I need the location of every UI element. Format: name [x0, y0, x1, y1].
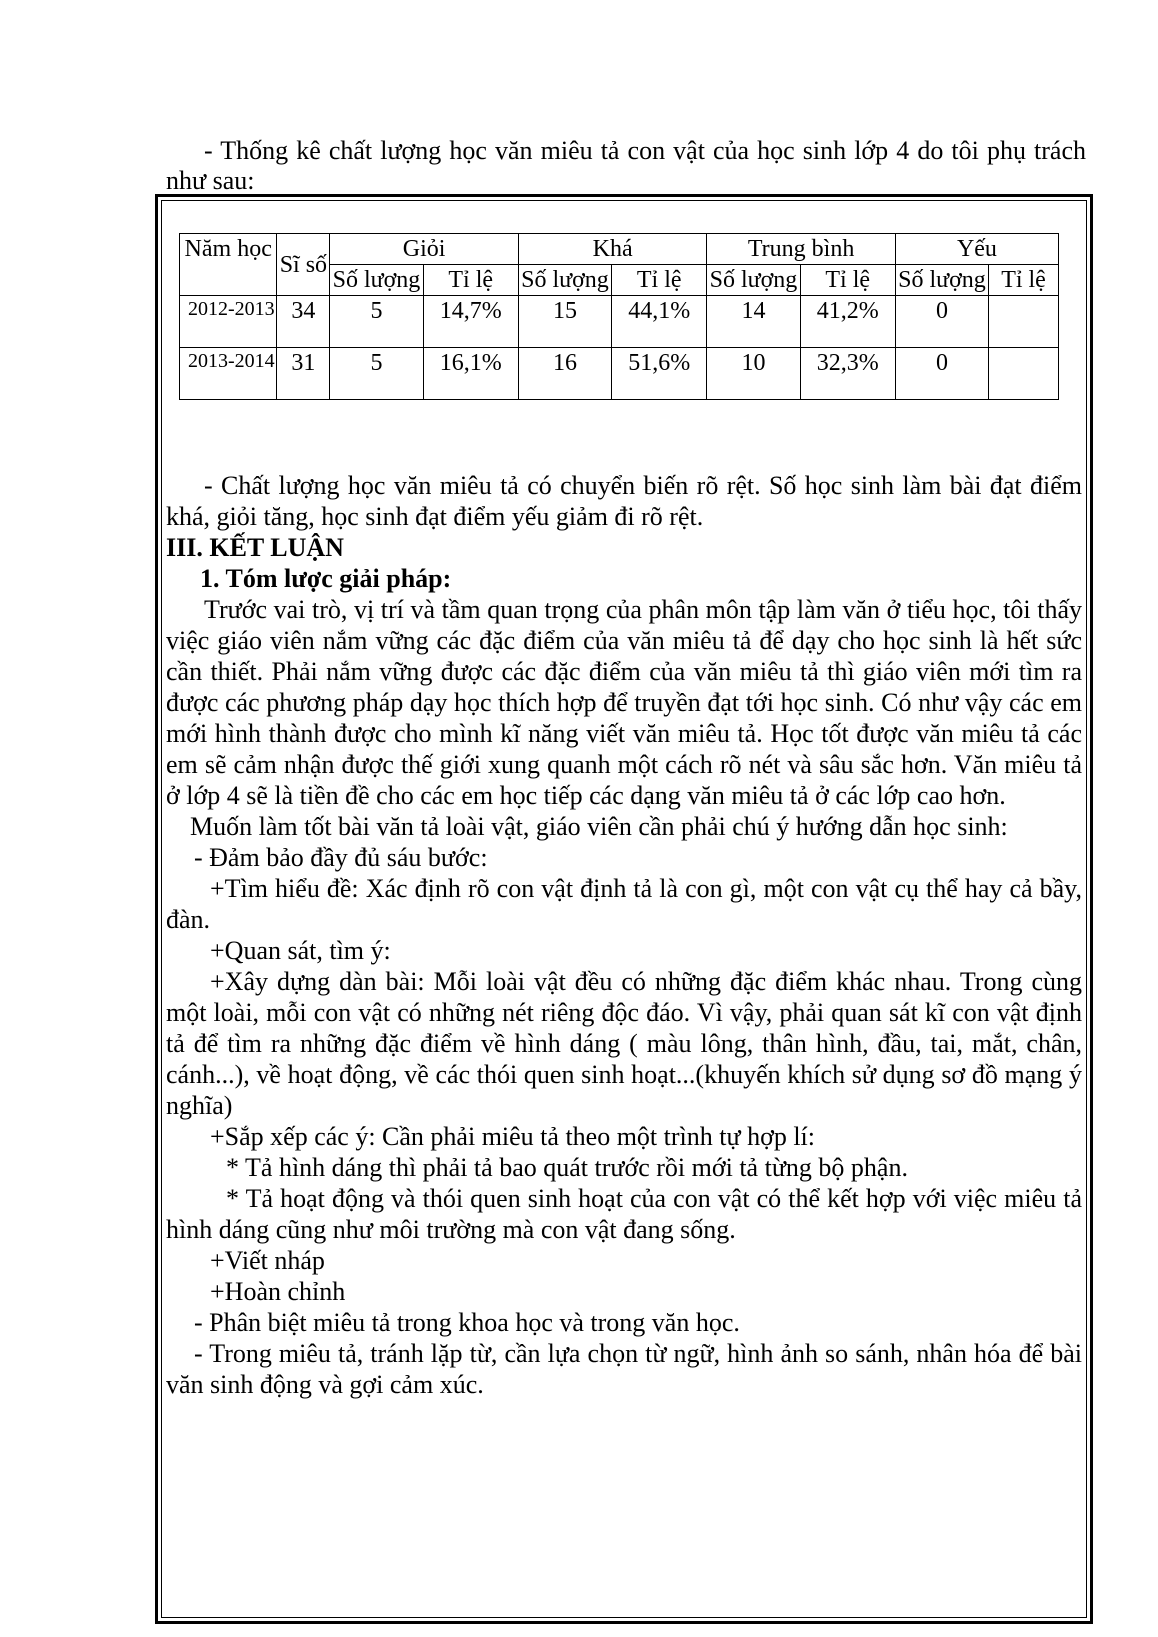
point-distinguish: - Phân biệt miêu tả trong khoa học và trong văn học.	[194, 1308, 740, 1337]
step-outline: +Xây dựng dàn bài: Mỗi loài vật đều có những đặc điểm khác nhau. Trong cùng một loài, mỗi con vật có những nét riêng độc đáo. Vì vậy, phải quan sát kĩ con vật định tả để tìm ra những đặc điểm về hình dáng ( màu lông, thân hình, đầu, tai, mắt, chân, cánh...), về hoạt động, về các thói quen sinh hoạt...(khuyến khích sử dụng sơ đồ mạng ý nghĩa)	[166, 967, 1082, 1120]
cell-yeu-qty: 0	[895, 296, 988, 348]
guide-intro: Muốn làm tốt bài văn tả loài vật, giáo viên cần phải chú ý hướng dẫn học sinh:	[190, 812, 1008, 841]
result-paragraph: - Chất lượng học văn miêu tả có chuyển biến rõ rệt. Số học sinh làm bài đạt điểm khá, giỏi tăng, học sinh đạt điểm yếu giảm đi rõ rệt.	[166, 471, 1082, 531]
statistics-table	[179, 233, 1059, 400]
cell-yeu-rate	[989, 296, 1059, 348]
subheader-rate: Tỉ lệ	[612, 265, 707, 296]
header-count: Sĩ số	[277, 234, 330, 296]
header-gioi: Giỏi	[330, 234, 519, 265]
cell-yeu-qty: 0	[895, 348, 988, 400]
cell-gioi-qty: 5	[330, 348, 423, 400]
point-avoid-repetition: - Trong miêu tả, tránh lặp từ, cần lựa chọn từ ngữ, hình ảnh so sánh, nhân hóa để bài văn sinh động và gợi cảm xúc.	[166, 1339, 1082, 1399]
cell-tb-qty: 10	[707, 348, 800, 400]
cell-kha-rate: 44,1%	[612, 296, 707, 348]
cell-year: 2012-2013	[180, 296, 277, 348]
subheader-qty: Số lượng	[895, 265, 988, 296]
subheader-rate: Tỉ lệ	[989, 265, 1059, 296]
cell-kha-qty: 15	[518, 296, 611, 348]
cell-yeu-rate	[989, 348, 1059, 400]
cell-tb-rate: 41,2%	[800, 296, 895, 348]
step-arrange-shape: * Tả hình dáng thì phải tả bao quát trước rồi mới tả từng bộ phận.	[226, 1153, 908, 1182]
cell-year: 2013-2014	[180, 348, 277, 400]
cell-kha-rate: 51,6%	[612, 348, 707, 400]
summary-paragraph: Trước vai trò, vị trí và tầm quan trọng của phân môn tập làm văn ở tiểu học, tôi thấy việc giáo viên nắm vững các đặc điểm của văn miêu tả để dạy cho học sinh là hết sức cần thiết. Phải nắm vững được các đặc điểm của văn miêu tả thì giáo viên mới tìm ra được các phương pháp dạy học thích hợp để truyền đạt tới học sinh. Có như vậy các em mới hình thành được cho mình kĩ năng viết văn miêu tả. Học tốt được văn miêu tả các em sẽ cảm nhận được thế giới xung quanh một cách rõ nét và sâu sắc hơn. Văn miêu tả ở lớp 4 sẽ là tiền đề cho các em học tiếp các dạng văn miêu tả ở các lớp cao hơn.	[166, 595, 1082, 810]
cell-gioi-rate: 16,1%	[423, 348, 518, 400]
subsection-title: 1. Tóm lược giải pháp:	[200, 564, 452, 593]
step-understand-topic: +Tìm hiểu đề: Xác định rõ con vật định tả là con gì, một con vật cụ thể hay cả bầy, đàn.	[166, 874, 1082, 934]
table-header-row	[180, 234, 1059, 265]
table-row	[180, 296, 1059, 348]
document-body	[166, 470, 1082, 1400]
step-observe: +Quan sát, tìm ý:	[210, 936, 391, 965]
header-trung-binh: Trung bình	[707, 234, 896, 265]
header-yeu: Yếu	[895, 234, 1058, 265]
cell-tb-rate: 32,3%	[800, 348, 895, 400]
step-arrange-activity: * Tả hoạt động và thói quen sinh hoạt của con vật có thể kết hợp với việc miêu tả hình dáng cũng như môi trường mà con vật đang sống.	[166, 1184, 1082, 1244]
subheader-qty: Số lượng	[707, 265, 800, 296]
step-finish: +Hoàn chỉnh	[210, 1277, 346, 1306]
cell-count: 34	[277, 296, 330, 348]
cell-count: 31	[277, 348, 330, 400]
table-row	[180, 348, 1059, 400]
section-title: III. KẾT LUẬN	[166, 533, 344, 562]
header-year: Năm học	[180, 234, 277, 296]
header-kha: Khá	[518, 234, 707, 265]
intro-paragraph: - Thống kê chất lượng học văn miêu tả con vật của học sinh lớp 4 do tôi phụ trách như sau:	[166, 136, 1086, 195]
step-draft: +Viết nháp	[210, 1246, 325, 1275]
steps-intro: - Đảm bảo đầy đủ sáu bước:	[194, 843, 488, 872]
subheader-qty: Số lượng	[330, 265, 423, 296]
subheader-qty: Số lượng	[518, 265, 611, 296]
cell-kha-qty: 16	[518, 348, 611, 400]
cell-gioi-rate: 14,7%	[423, 296, 518, 348]
cell-tb-qty: 14	[707, 296, 800, 348]
subheader-rate: Tỉ lệ	[423, 265, 518, 296]
cell-gioi-qty: 5	[330, 296, 423, 348]
subheader-rate: Tỉ lệ	[800, 265, 895, 296]
step-arrange: +Sắp xếp các ý: Cần phải miêu tả theo một trình tự hợp lí:	[210, 1122, 815, 1151]
